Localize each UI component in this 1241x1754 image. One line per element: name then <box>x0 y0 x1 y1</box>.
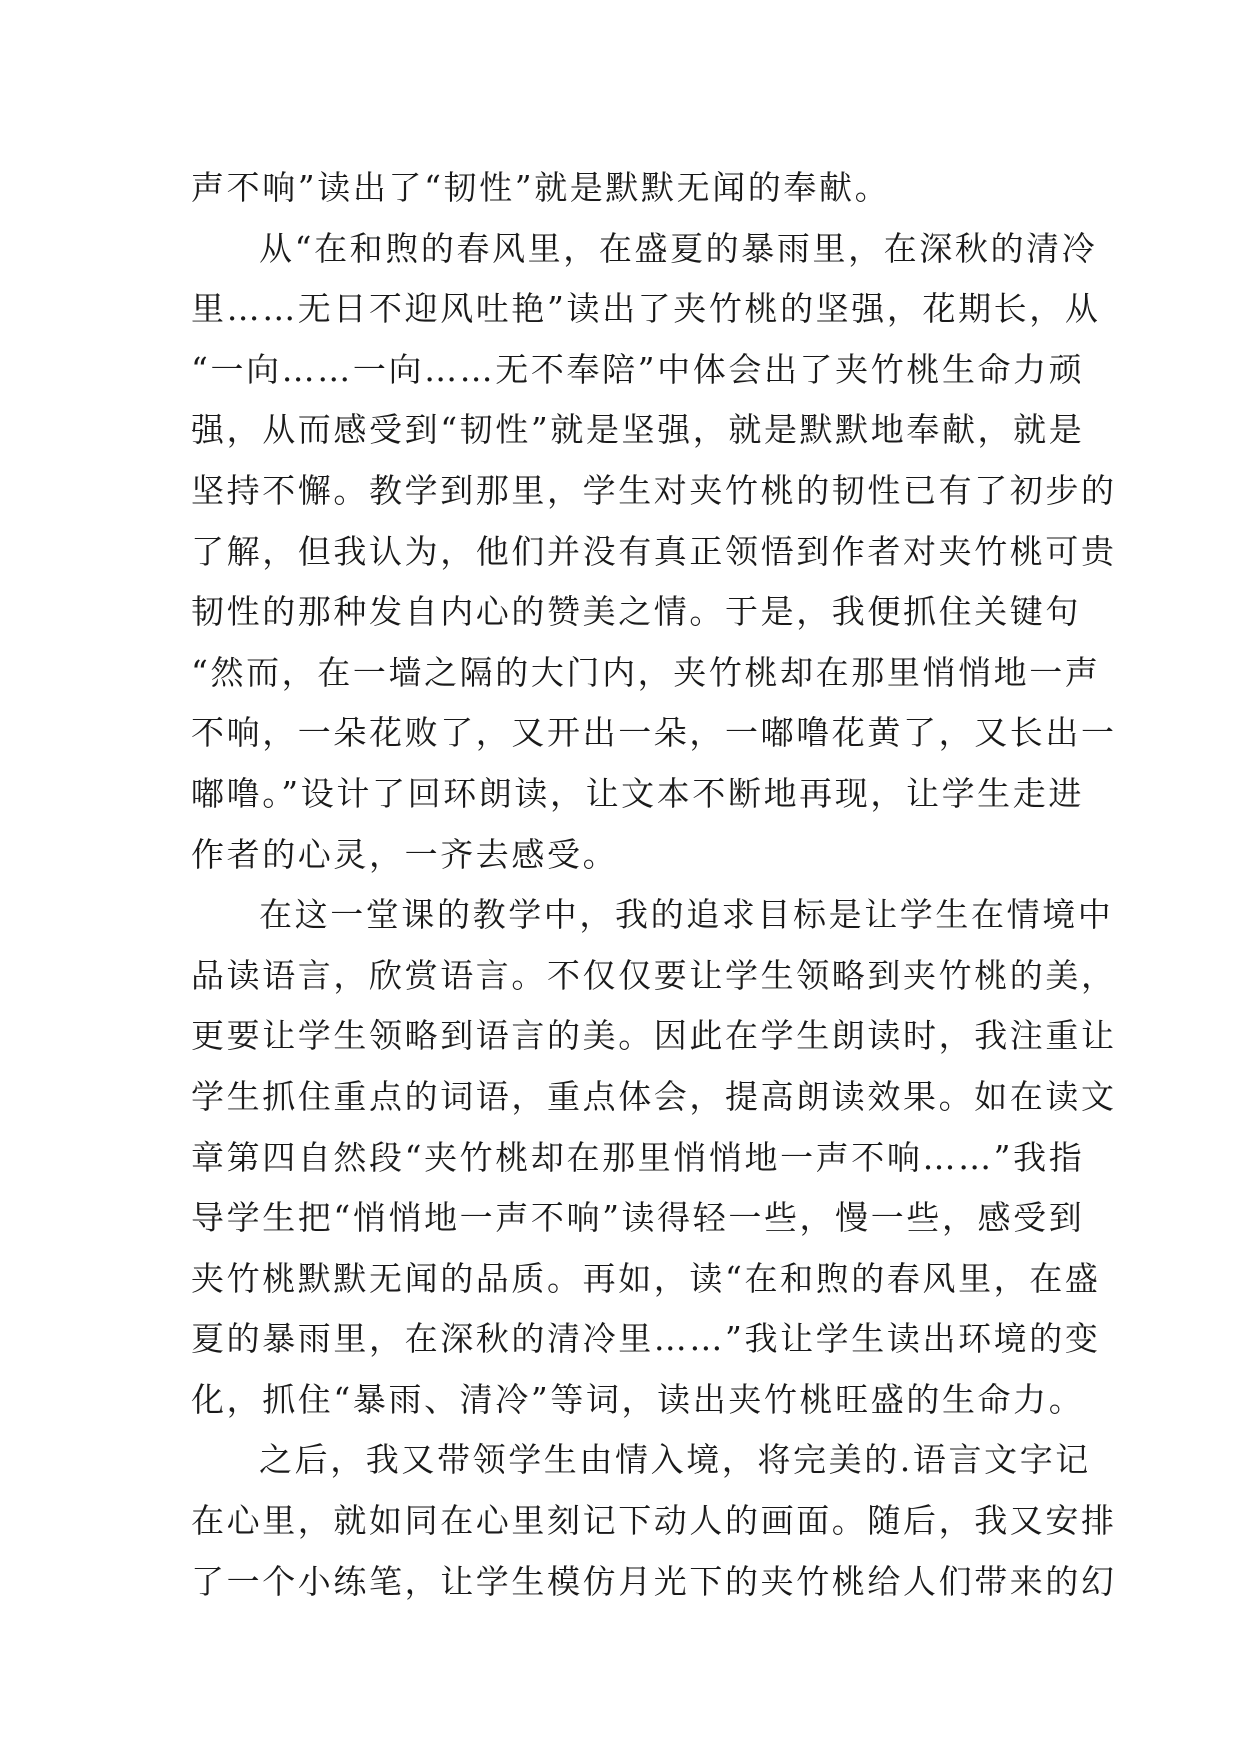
paragraph <box>191 219 1117 886</box>
paragraph <box>191 885 1117 1430</box>
paragraph <box>191 158 1051 219</box>
text-line: 韧性的那种发自内心的赞美之情。于是，我便抓住关键句 <box>191 592 1081 632</box>
text-line: 导学生把“悄悄地一声不响”读得轻一些，慢一些，感受到 <box>191 1198 1085 1238</box>
text-line: 之后，我又带领学生由情入境，将完美的.语言文字记 <box>259 1440 1091 1480</box>
paragraph <box>191 1430 1117 1612</box>
text-line: 嘟噜。”设计了回环朗读，让文本不断地再现，让学生走进 <box>191 773 1084 813</box>
text-line: 学生抓住重点的词语，重点体会，提高朗读效果。如在读文 <box>191 1076 1117 1116</box>
text-line: 夹竹桃默默无闻的品质。再如，读“在和煦的春风里，在盛 <box>191 1258 1101 1298</box>
text-line: 坚持不懈。教学到那里，学生对夹竹桃的韧性已有了初步的 <box>191 470 1117 510</box>
text-line: “然而，在一墙之隔的大门内，夹竹桃却在那里悄悄地一声 <box>191 652 1101 692</box>
text-line: 作者的心灵，一齐去感受。 <box>191 834 619 874</box>
text-line: 在这一堂课的教学中，我的追求目标是让学生在情境中 <box>259 895 1114 935</box>
text-line: 声不响”读出了“韧性”就是默默无闻的奉献。 <box>191 168 891 207</box>
text-line: 章第四自然段“夹竹桃却在那里悄悄地一声不响……”我指 <box>191 1137 1085 1177</box>
text-line: 化，抓住“暴雨、清冷”等词，读出夹竹桃旺盛的生命力。 <box>191 1379 1085 1419</box>
text-line: 更要让学生领略到语言的美。因此在学生朗读时，我注重让 <box>191 1016 1117 1056</box>
text-line: 品读语言，欣赏语言。不仅仅要让学生领略到夹竹桃的美， <box>191 955 1117 995</box>
text-line: 不响，一朵花败了，又开出一朵，一嘟噜花黄了，又长出一 <box>191 713 1117 753</box>
text-line: “一向……一向……无不奉陪”中体会出了夹竹桃生命力顽 <box>191 349 1085 389</box>
text-line: 夏的暴雨里，在深秋的清冷里……”我让学生读出环境的变 <box>191 1319 1101 1359</box>
text-line: 在心里，就如同在心里刻记下动人的画面。随后，我又安排 <box>191 1501 1117 1541</box>
text-line: 强，从而感受到“韧性”就是坚强，就是默默地奉献，就是 <box>191 410 1085 450</box>
text-line: 从“在和煦的春风里，在盛夏的暴雨里，在深秋的清冷 <box>259 228 1098 268</box>
text-line: 里……无日不迎风吐艳”读出了夹竹桃的坚强，花期长，从 <box>191 289 1101 329</box>
text-line: 了一个小练笔，让学生模仿月光下的夹竹桃给人们带来的幻 <box>191 1561 1117 1601</box>
document-body <box>191 158 1117 1612</box>
text-line: 了解，但我认为，他们并没有真正领悟到作者对夹竹桃可贵 <box>191 531 1117 571</box>
